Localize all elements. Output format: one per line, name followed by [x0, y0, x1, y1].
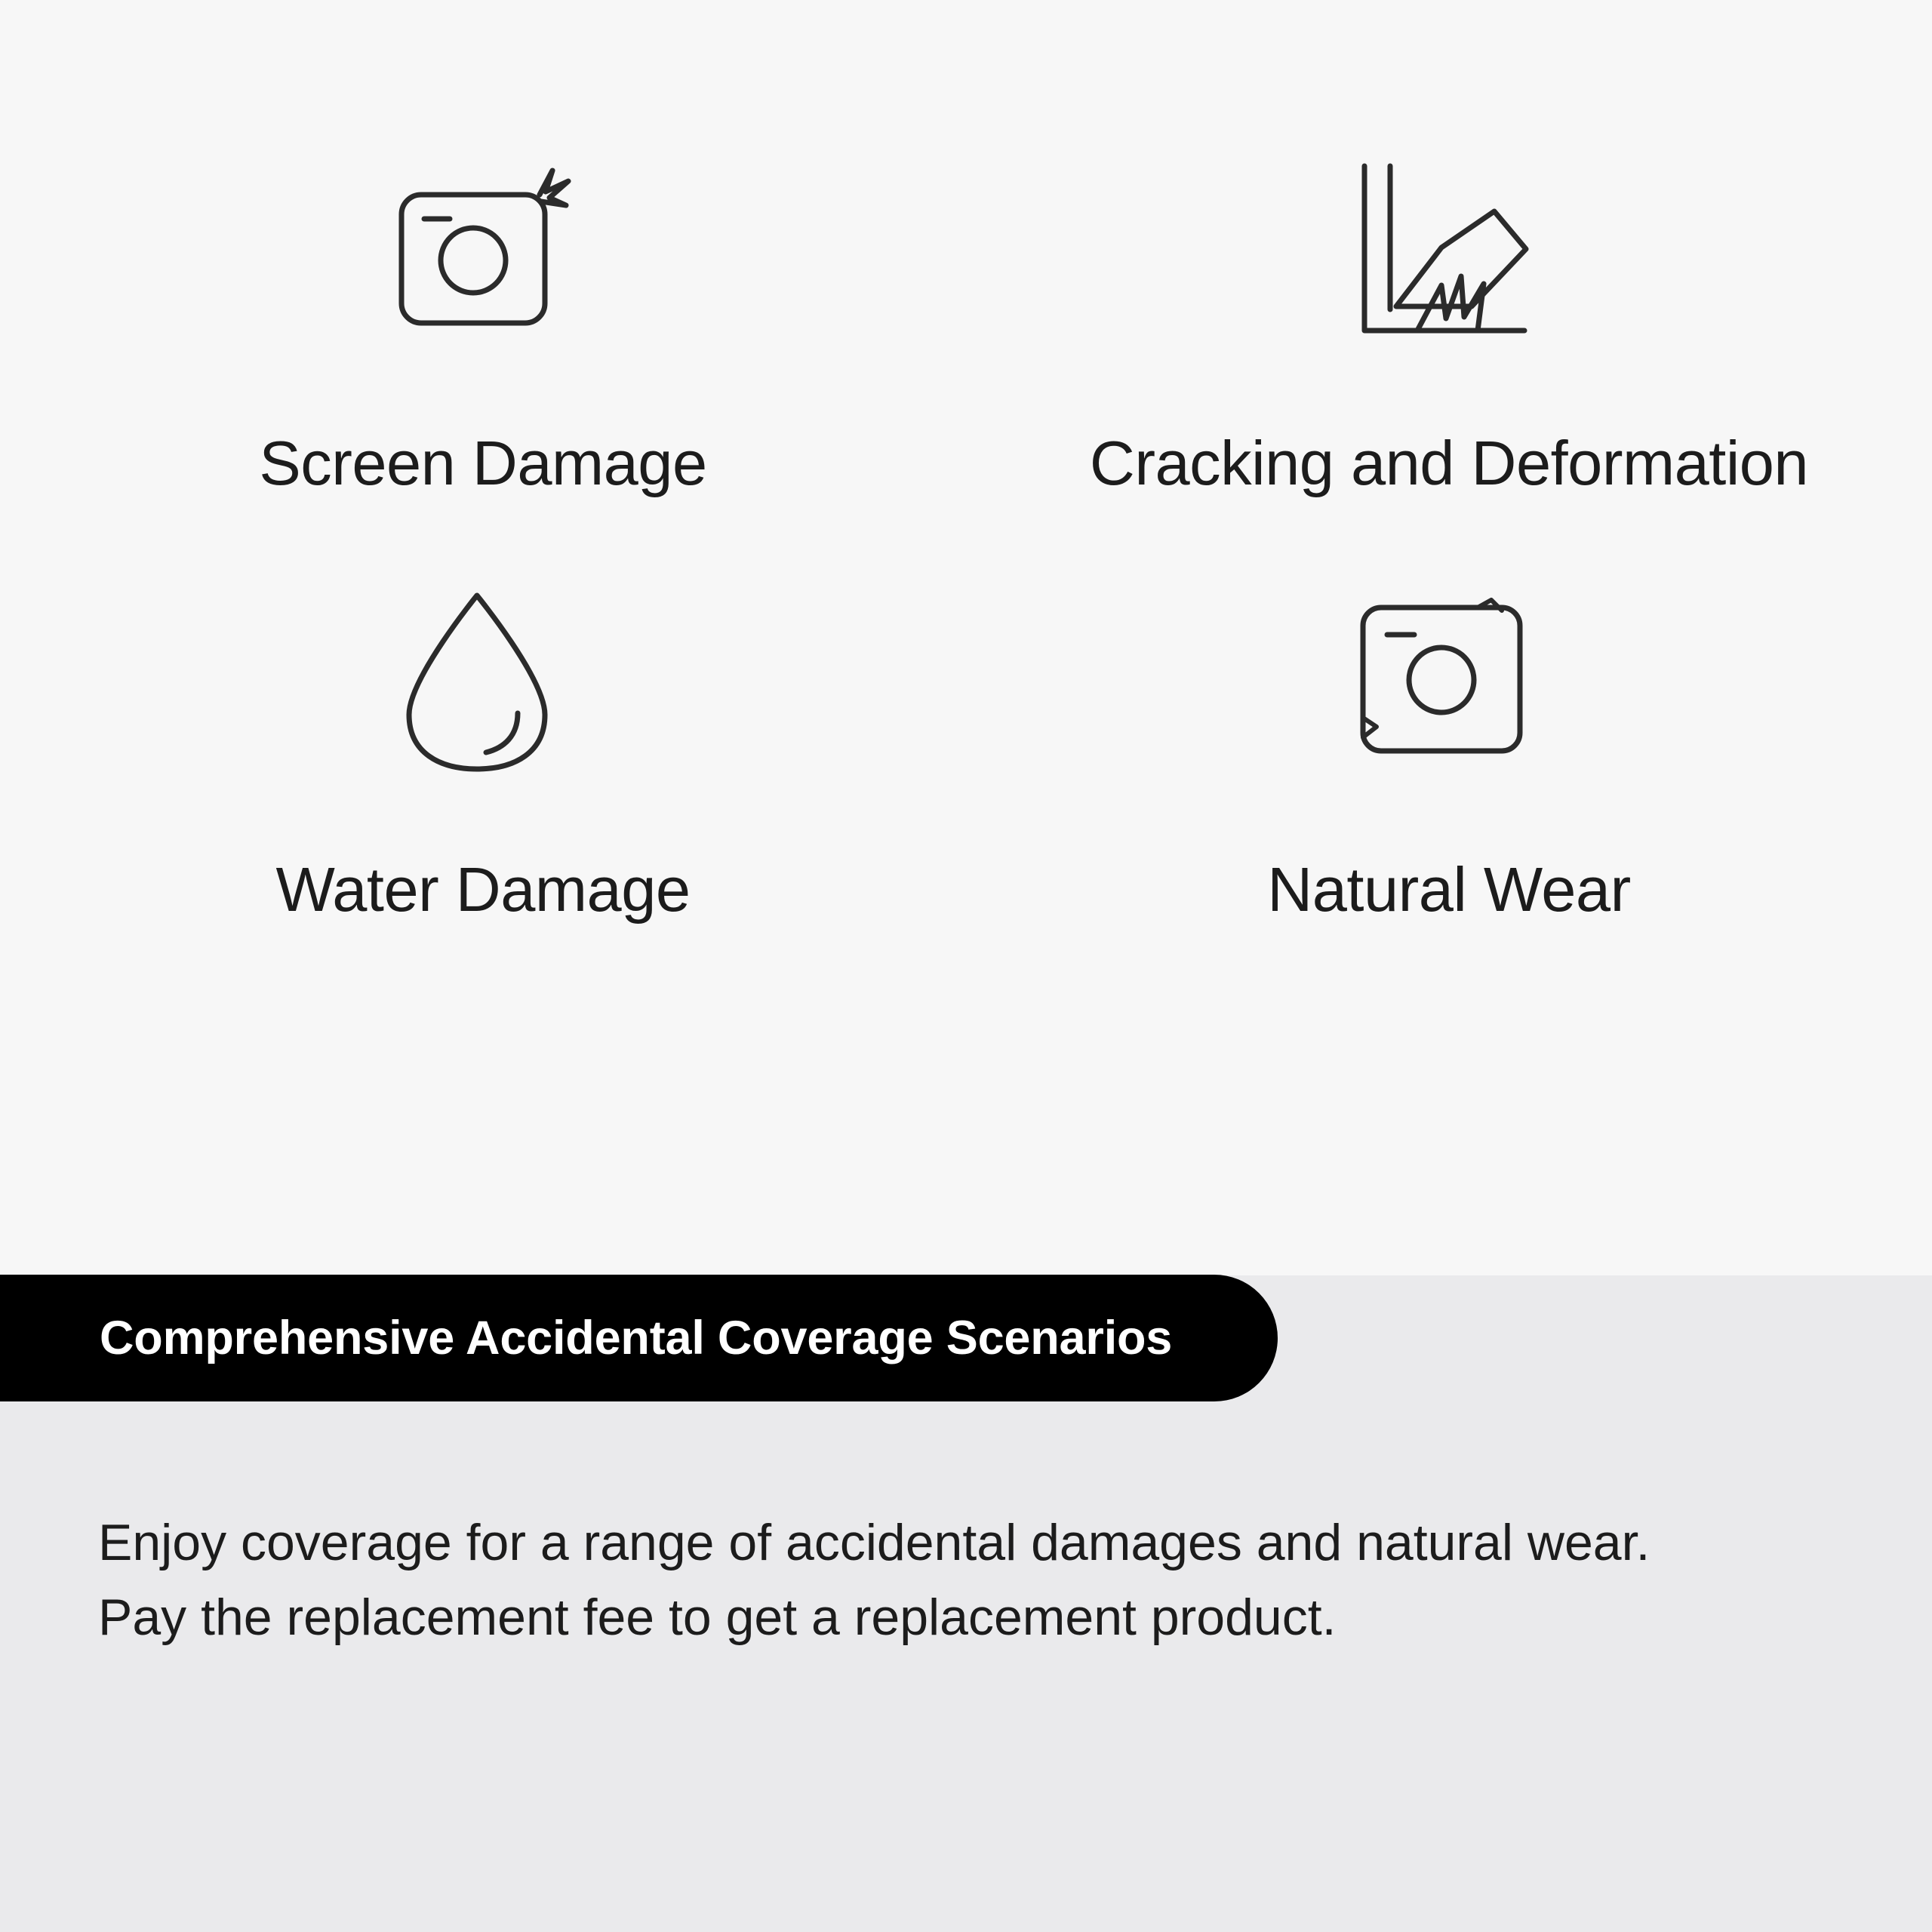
- camera-worn-icon: [1351, 585, 1547, 774]
- description-text: [98, 1506, 1819, 1656]
- feature-label: Cracking and Deformation: [1089, 428, 1809, 498]
- feature-item-screen-damage: [0, 158, 966, 498]
- feature-label: Screen Damage: [259, 428, 707, 498]
- feature-label: Natural Wear: [1267, 854, 1631, 924]
- feature-item-cracking-deformation: [966, 158, 1932, 498]
- water-drop-icon: [385, 585, 581, 774]
- ribbon-title: Comprehensive Accidental Coverage Scenarios: [100, 1312, 1173, 1364]
- camera-cracked-icon: [385, 158, 581, 347]
- coverage-description-panel: [0, 1275, 1932, 1932]
- description-line-1: Enjoy coverage for a range of accidental damages and natural wear.: [98, 1514, 1651, 1571]
- feature-label: Water Damage: [275, 854, 691, 924]
- feature-grid: [0, 158, 1932, 924]
- feature-item-natural-wear: [966, 585, 1932, 924]
- description-line-2: Pay the replacement fee to get a replacement product.: [98, 1589, 1337, 1647]
- feature-item-water-damage: [0, 585, 966, 924]
- impact-crack-icon: [1351, 158, 1547, 347]
- section-ribbon: [0, 1275, 1278, 1401]
